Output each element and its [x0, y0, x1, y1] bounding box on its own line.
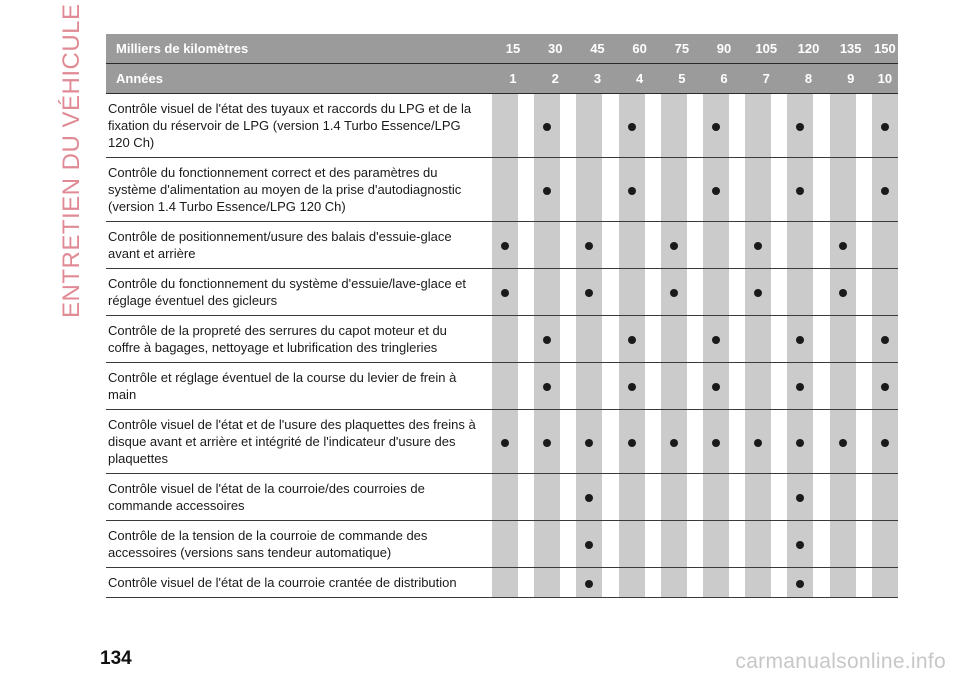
column-gap [560, 94, 576, 158]
operation-label: Contrôle du fonctionnement du système d'essuie/lave-glace et réglage éventuel des gicleurs [106, 269, 492, 316]
column-gap [518, 222, 534, 269]
scheduled-dot-icon [754, 242, 762, 250]
column-gap [645, 269, 661, 316]
column-gap [771, 222, 787, 269]
interval-cell [576, 474, 602, 521]
scheduled-dot-icon [543, 383, 551, 391]
header-year-value: 4 [619, 64, 661, 94]
header-year-value: 3 [576, 64, 618, 94]
interval-cell [872, 94, 898, 158]
column-gap [729, 568, 745, 598]
column-gap [602, 474, 618, 521]
column-gap [560, 222, 576, 269]
interval-cell [745, 474, 771, 521]
interval-cell [703, 94, 729, 158]
interval-cell [534, 316, 560, 363]
interval-cell [619, 94, 645, 158]
interval-cell [619, 269, 645, 316]
column-gap [560, 158, 576, 222]
scheduled-dot-icon [881, 123, 889, 131]
scheduled-dot-icon [881, 187, 889, 195]
column-gap [518, 474, 534, 521]
interval-cell [492, 316, 518, 363]
column-gap [687, 316, 703, 363]
operation-label: Contrôle de la propreté des serrures du capot moteur et du coffre à bagages, nettoyage et lubrification des tringleries [106, 316, 492, 363]
interval-cell [661, 521, 687, 568]
header-year-value: 5 [661, 64, 703, 94]
column-gap [518, 94, 534, 158]
column-gap [560, 521, 576, 568]
interval-cell [619, 410, 645, 474]
header-years-label: Années [106, 64, 492, 94]
scheduled-dot-icon [839, 439, 847, 447]
column-gap [645, 410, 661, 474]
header-km-value: 75 [661, 34, 703, 64]
scheduled-dot-icon [543, 439, 551, 447]
table-row [106, 363, 898, 410]
operation-label: Contrôle visuel de l'état de la courroie/des courroies de commande accessoires [106, 474, 492, 521]
interval-cell [830, 474, 856, 521]
interval-cell [830, 158, 856, 222]
interval-cell [576, 568, 602, 598]
interval-cell [492, 269, 518, 316]
header-km-value: 60 [619, 34, 661, 64]
column-gap [856, 410, 872, 474]
interval-cell [872, 222, 898, 269]
column-gap [729, 94, 745, 158]
operation-label: Contrôle de positionnement/usure des balais d'essuie-glace avant et arrière [106, 222, 492, 269]
column-gap [602, 158, 618, 222]
scheduled-dot-icon [585, 439, 593, 447]
scheduled-dot-icon [796, 187, 804, 195]
column-gap [645, 316, 661, 363]
interval-cell [787, 94, 813, 158]
scheduled-dot-icon [712, 439, 720, 447]
interval-cell [661, 222, 687, 269]
scheduled-dot-icon [585, 242, 593, 250]
column-gap [518, 316, 534, 363]
column-gap [856, 158, 872, 222]
interval-cell [492, 521, 518, 568]
scheduled-dot-icon [712, 187, 720, 195]
interval-cell [534, 222, 560, 269]
operation-label: Contrôle de la tension de la courroie de commande des accessoires (versions sans tendeur automatique) [106, 521, 492, 568]
interval-cell [661, 410, 687, 474]
interval-cell [534, 94, 560, 158]
header-km-value: 135 [830, 34, 872, 64]
scheduled-dot-icon [501, 289, 509, 297]
interval-cell [534, 363, 560, 410]
scheduled-dot-icon [585, 494, 593, 502]
column-gap [560, 316, 576, 363]
scheduled-dot-icon [628, 383, 636, 391]
column-gap [518, 269, 534, 316]
column-gap [560, 269, 576, 316]
interval-cell [830, 316, 856, 363]
header-year-value: 10 [872, 64, 898, 94]
column-gap [645, 158, 661, 222]
interval-cell [787, 363, 813, 410]
column-gap [645, 474, 661, 521]
watermark: carmanualsonline.info [735, 650, 946, 673]
column-gap [856, 94, 872, 158]
header-km-value: 45 [576, 34, 618, 64]
column-gap [813, 269, 829, 316]
operation-label: Contrôle et réglage éventuel de la course du levier de frein à main [106, 363, 492, 410]
interval-cell [787, 568, 813, 598]
column-gap [856, 269, 872, 316]
interval-cell [619, 521, 645, 568]
table-row [106, 521, 898, 568]
interval-cell [703, 568, 729, 598]
interval-cell [661, 363, 687, 410]
scheduled-dot-icon [839, 242, 847, 250]
interval-cell [576, 158, 602, 222]
scheduled-dot-icon [881, 336, 889, 344]
column-gap [729, 158, 745, 222]
interval-cell [534, 410, 560, 474]
column-gap [856, 521, 872, 568]
column-gap [771, 568, 787, 598]
maintenance-schedule-table [106, 34, 898, 598]
header-year-value: 6 [703, 64, 745, 94]
interval-cell [830, 568, 856, 598]
header-km-value: 15 [492, 34, 534, 64]
scheduled-dot-icon [670, 289, 678, 297]
scheduled-dot-icon [796, 580, 804, 588]
interval-cell [492, 222, 518, 269]
scheduled-dot-icon [628, 123, 636, 131]
scheduled-dot-icon [796, 336, 804, 344]
scheduled-dot-icon [585, 580, 593, 588]
interval-cell [492, 363, 518, 410]
column-gap [687, 474, 703, 521]
column-gap [771, 410, 787, 474]
column-gap [771, 521, 787, 568]
operation-label: Contrôle visuel de l'état des tuyaux et raccords du LPG et de la fixation du réservoir de LPG (version 1.4 Turbo Essence/LPG 120 Ch) [106, 94, 492, 158]
schedule-body [106, 94, 898, 598]
interval-cell [872, 521, 898, 568]
operation-label: Contrôle visuel de l'état et de l'usure des plaquettes des freins à disque avant et arrière et intégrité de l'indicateur d'usure des plaquettes [106, 410, 492, 474]
interval-cell [661, 158, 687, 222]
interval-cell [703, 158, 729, 222]
column-gap [602, 269, 618, 316]
interval-cell [830, 94, 856, 158]
column-gap [856, 222, 872, 269]
column-gap [729, 521, 745, 568]
column-gap [602, 316, 618, 363]
table-row [106, 158, 898, 222]
header-row-kilometers [106, 34, 898, 64]
column-gap [602, 410, 618, 474]
interval-cell [830, 521, 856, 568]
interval-cell [703, 222, 729, 269]
interval-cell [745, 158, 771, 222]
column-gap [856, 316, 872, 363]
interval-cell [661, 568, 687, 598]
column-gap [560, 363, 576, 410]
interval-cell [576, 521, 602, 568]
interval-cell [703, 410, 729, 474]
scheduled-dot-icon [754, 439, 762, 447]
column-gap [813, 410, 829, 474]
scheduled-dot-icon [543, 336, 551, 344]
column-gap [687, 568, 703, 598]
interval-cell [745, 316, 771, 363]
interval-cell [492, 474, 518, 521]
column-gap [856, 568, 872, 598]
column-gap [518, 568, 534, 598]
interval-cell [787, 269, 813, 316]
interval-cell [787, 521, 813, 568]
header-year-value: 8 [787, 64, 829, 94]
scheduled-dot-icon [796, 123, 804, 131]
scheduled-dot-icon [628, 336, 636, 344]
scheduled-dot-icon [839, 289, 847, 297]
header-year-value: 1 [492, 64, 534, 94]
header-km-value: 90 [703, 34, 745, 64]
interval-cell [534, 521, 560, 568]
interval-cell [872, 568, 898, 598]
interval-cell [576, 363, 602, 410]
column-gap [771, 269, 787, 316]
column-gap [729, 222, 745, 269]
column-gap [687, 94, 703, 158]
interval-cell [787, 474, 813, 521]
scheduled-dot-icon [796, 541, 804, 549]
column-gap [645, 363, 661, 410]
interval-cell [576, 410, 602, 474]
column-gap [687, 363, 703, 410]
column-gap [687, 521, 703, 568]
column-gap [518, 158, 534, 222]
scheduled-dot-icon [712, 336, 720, 344]
column-gap [856, 363, 872, 410]
interval-cell [492, 568, 518, 598]
interval-cell [619, 363, 645, 410]
interval-cell [745, 269, 771, 316]
interval-cell [745, 410, 771, 474]
operation-label: Contrôle visuel de l'état de la courroie crantée de distribution [106, 568, 492, 598]
column-gap [687, 410, 703, 474]
column-gap [729, 474, 745, 521]
header-km-value: 30 [534, 34, 576, 64]
column-gap [856, 474, 872, 521]
interval-cell [787, 158, 813, 222]
column-gap [645, 94, 661, 158]
column-gap [771, 94, 787, 158]
interval-cell [619, 474, 645, 521]
table-row [106, 222, 898, 269]
interval-cell [872, 158, 898, 222]
scheduled-dot-icon [796, 494, 804, 502]
scheduled-dot-icon [881, 439, 889, 447]
section-side-title: ENTRETIEN DU VÉHICULE [58, 3, 85, 319]
interval-cell [576, 94, 602, 158]
scheduled-dot-icon [585, 541, 593, 549]
interval-cell [872, 410, 898, 474]
column-gap [602, 222, 618, 269]
scheduled-dot-icon [796, 383, 804, 391]
scheduled-dot-icon [670, 242, 678, 250]
header-km-value: 120 [787, 34, 829, 64]
column-gap [560, 474, 576, 521]
column-gap [687, 158, 703, 222]
interval-cell [661, 316, 687, 363]
interval-cell [745, 521, 771, 568]
interval-cell [576, 222, 602, 269]
table-row [106, 94, 898, 158]
column-gap [813, 474, 829, 521]
interval-cell [830, 363, 856, 410]
interval-cell [619, 568, 645, 598]
column-gap [602, 363, 618, 410]
interval-cell [492, 410, 518, 474]
interval-cell [619, 222, 645, 269]
scheduled-dot-icon [712, 123, 720, 131]
interval-cell [745, 363, 771, 410]
interval-cell [576, 316, 602, 363]
interval-cell [576, 269, 602, 316]
scheduled-dot-icon [881, 383, 889, 391]
header-km-value: 150 [872, 34, 898, 64]
column-gap [813, 222, 829, 269]
table-row [106, 474, 898, 521]
interval-cell [534, 158, 560, 222]
interval-cell [703, 269, 729, 316]
header-year-value: 9 [830, 64, 872, 94]
scheduled-dot-icon [670, 439, 678, 447]
scheduled-dot-icon [628, 439, 636, 447]
scheduled-dot-icon [754, 289, 762, 297]
column-gap [813, 316, 829, 363]
header-year-value: 7 [745, 64, 787, 94]
column-gap [729, 363, 745, 410]
interval-cell [534, 568, 560, 598]
interval-cell [787, 316, 813, 363]
header-row-years [106, 64, 898, 94]
interval-cell [745, 568, 771, 598]
interval-cell [619, 316, 645, 363]
scheduled-dot-icon [628, 187, 636, 195]
interval-cell [872, 269, 898, 316]
interval-cell [745, 94, 771, 158]
column-gap [687, 269, 703, 316]
column-gap [518, 363, 534, 410]
column-gap [645, 568, 661, 598]
interval-cell [787, 222, 813, 269]
interval-cell [661, 269, 687, 316]
column-gap [729, 410, 745, 474]
interval-cell [703, 316, 729, 363]
scheduled-dot-icon [796, 439, 804, 447]
column-gap [813, 568, 829, 598]
column-gap [645, 521, 661, 568]
column-gap [645, 222, 661, 269]
interval-cell [872, 316, 898, 363]
column-gap [813, 158, 829, 222]
interval-cell [745, 222, 771, 269]
column-gap [771, 474, 787, 521]
table-row [106, 316, 898, 363]
column-gap [813, 94, 829, 158]
interval-cell [703, 363, 729, 410]
column-gap [602, 568, 618, 598]
interval-cell [619, 158, 645, 222]
interval-cell [703, 521, 729, 568]
interval-cell [830, 222, 856, 269]
interval-cell [534, 269, 560, 316]
interval-cell [830, 410, 856, 474]
column-gap [560, 410, 576, 474]
column-gap [813, 363, 829, 410]
column-gap [729, 316, 745, 363]
scheduled-dot-icon [712, 383, 720, 391]
interval-cell [830, 269, 856, 316]
interval-cell [492, 94, 518, 158]
header-km-value: 105 [745, 34, 787, 64]
table-row [106, 269, 898, 316]
column-gap [602, 94, 618, 158]
interval-cell [872, 474, 898, 521]
header-year-value: 2 [534, 64, 576, 94]
column-gap [602, 521, 618, 568]
interval-cell [534, 474, 560, 521]
scheduled-dot-icon [543, 123, 551, 131]
table-row [106, 568, 898, 598]
interval-cell [872, 363, 898, 410]
column-gap [813, 521, 829, 568]
interval-cell [787, 410, 813, 474]
column-gap [771, 363, 787, 410]
table-row [106, 410, 898, 474]
column-gap [518, 521, 534, 568]
column-gap [729, 269, 745, 316]
scheduled-dot-icon [585, 289, 593, 297]
header-km-label: Milliers de kilomètres [106, 34, 492, 64]
operation-label: Contrôle du fonctionnement correct et des paramètres du système d'alimentation au moyen de la prise d'autodiagnostic (version 1.4 Turbo Essence/LPG 120 Ch) [106, 158, 492, 222]
interval-cell [703, 474, 729, 521]
column-gap [687, 222, 703, 269]
column-gap [771, 316, 787, 363]
column-gap [560, 568, 576, 598]
interval-cell [492, 158, 518, 222]
page-number: 134 [100, 648, 132, 669]
scheduled-dot-icon [543, 187, 551, 195]
column-gap [771, 158, 787, 222]
column-gap [518, 410, 534, 474]
scheduled-dot-icon [501, 439, 509, 447]
scheduled-dot-icon [501, 242, 509, 250]
interval-cell [661, 474, 687, 521]
interval-cell [661, 94, 687, 158]
